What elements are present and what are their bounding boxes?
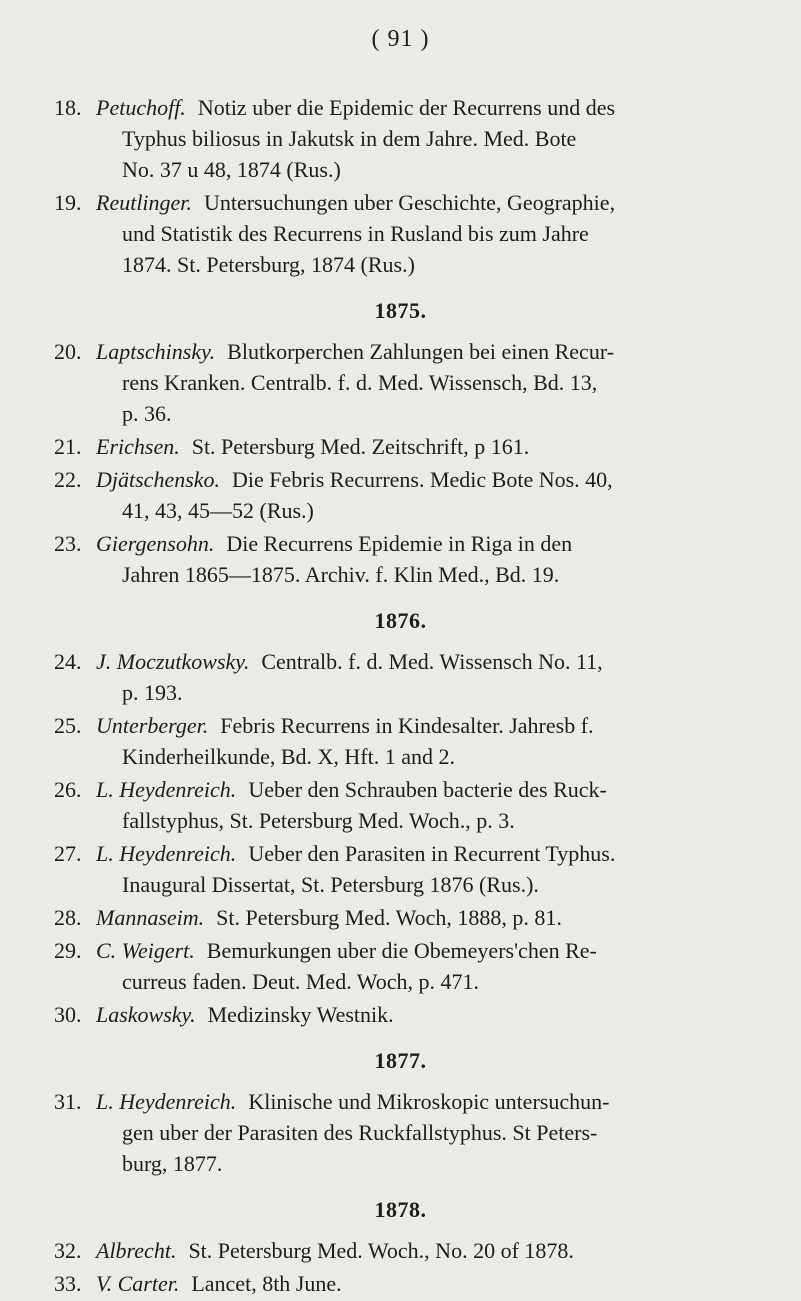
entry-number: 29.	[54, 938, 82, 963]
entry-line	[96, 999, 724, 1030]
entry-body	[96, 336, 724, 429]
entry-author: L. Heydenreich.	[96, 1089, 237, 1114]
entry-body	[96, 187, 724, 280]
entry-text: Lancet, 8th June.	[191, 1271, 342, 1296]
entry-body	[96, 902, 724, 933]
entry-author: Albrecht.	[96, 1238, 177, 1263]
entry-line	[96, 646, 724, 677]
entry-number: 20.	[54, 339, 82, 364]
entry-text: Blutkorperchen Zahlungen bei einen Recur-	[227, 339, 615, 364]
entry-text: St. Petersburg Med. Zeitschrift, p 161.	[191, 434, 530, 459]
entry-text: Febris Recurrens in Kindesalter. Jahresb f.	[220, 713, 594, 738]
entry-line	[96, 774, 724, 805]
entry-body	[96, 838, 724, 900]
entry-text: Bemurkungen uber die Obemeyers'chen Re-	[206, 938, 597, 963]
entry-line: No. 37 u 48, 1874 (Rus.)	[122, 157, 341, 182]
entry-body	[96, 92, 724, 185]
bibliography-list	[0, 92, 801, 1301]
entry-number: 23.	[54, 531, 82, 556]
entry-text: Klinische und Mikroskopic untersuchun-	[248, 1089, 610, 1114]
entry-author: C. Weigert.	[96, 938, 195, 963]
entry-line: 41, 43, 45—52 (Rus.)	[122, 498, 314, 523]
entry-body	[96, 1235, 724, 1266]
bibliography-entry	[0, 1235, 801, 1266]
year-heading: 1875.	[374, 298, 427, 323]
entry-line	[96, 1268, 724, 1299]
entry-line: fallstyphus, St. Petersburg Med. Woch., p. 3.	[122, 808, 515, 833]
entry-body	[96, 464, 724, 526]
entry-author: Laskowsky.	[96, 1002, 196, 1027]
bibliography-entry	[0, 431, 801, 462]
entry-author: Petuchoff.	[96, 95, 186, 120]
entry-line: gen uber der Parasiten des Ruckfallstyphus. St Peters-	[122, 1120, 598, 1145]
bibliography-entry	[0, 336, 801, 429]
entry-body	[96, 710, 724, 772]
entry-line: und Statistik des Recurrens in Rusland bis zum Jahre	[122, 221, 589, 246]
entry-number: 30.	[54, 1002, 82, 1027]
entry-number: 25.	[54, 713, 82, 738]
bibliography-entry	[0, 935, 801, 997]
entry-body	[96, 999, 724, 1030]
entry-author: L. Heydenreich.	[96, 841, 237, 866]
entry-line: p. 36.	[122, 401, 172, 426]
entry-line	[96, 1086, 724, 1117]
entry-line	[96, 902, 724, 933]
entry-body	[96, 1086, 724, 1179]
entry-body	[96, 528, 724, 590]
entry-author: Djätschensko.	[96, 467, 221, 492]
bibliography-entry	[0, 187, 801, 280]
entry-body	[96, 1268, 724, 1299]
entry-line	[96, 710, 724, 741]
entry-line	[96, 838, 724, 869]
entry-number: 33.	[54, 1271, 82, 1296]
entry-line: curreus faden. Deut. Med. Woch, p. 471.	[122, 969, 480, 994]
entry-number: 18.	[54, 95, 82, 120]
entry-text: Untersuchungen uber Geschichte, Geographie,	[203, 190, 616, 215]
bibliography-entry	[0, 1086, 801, 1179]
entry-line: Inaugural Dissertat, St. Petersburg 1876 (Rus.).	[122, 872, 539, 897]
entry-author: Laptschinsky.	[96, 339, 216, 364]
entry-author: Erichsen.	[96, 434, 180, 459]
page-number: ( 91 )	[371, 26, 430, 52]
entry-text: St. Petersburg Med. Woch., No. 20 of 1878.	[188, 1238, 574, 1263]
entry-line: burg, 1877.	[122, 1151, 223, 1176]
bibliography-entry	[0, 528, 801, 590]
entry-line	[96, 336, 724, 367]
bibliography-entry	[0, 902, 801, 933]
bibliography-entry	[0, 838, 801, 900]
entry-number: 24.	[54, 649, 82, 674]
entry-line: p. 193.	[122, 680, 183, 705]
entry-number: 32.	[54, 1238, 82, 1263]
year-heading: 1878.	[374, 1197, 427, 1222]
entry-line: Typhus biliosus in Jakutsk in dem Jahre. Med. Bote	[122, 126, 577, 151]
bibliography-entry	[0, 646, 801, 708]
entry-text: St. Petersburg Med. Woch, 1888, p. 81.	[216, 905, 562, 930]
entry-line: rens Kranken. Centralb. f. d. Med. Wissensch, Bd. 13,	[122, 370, 598, 395]
entry-number: 19.	[54, 190, 82, 215]
entry-line	[96, 431, 724, 462]
entry-line: Jahren 1865—1875. Archiv. f. Klin Med., Bd. 19.	[122, 562, 560, 587]
bibliography-entry	[0, 710, 801, 772]
entry-line	[96, 464, 724, 495]
entry-body	[96, 935, 724, 997]
entry-author: Mannaseim.	[96, 905, 205, 930]
entry-line	[96, 92, 724, 123]
bibliography-entry	[0, 774, 801, 836]
entry-text: Ueber den Schrauben bacterie des Ruck-	[248, 777, 607, 802]
entry-text: Medizinsky Westnik.	[207, 1002, 394, 1027]
entry-author: V. Carter.	[96, 1271, 180, 1296]
entry-text: Die Febris Recurrens. Medic Bote Nos. 40,	[232, 467, 613, 492]
entry-number: 27.	[54, 841, 82, 866]
entry-body	[96, 646, 724, 708]
entry-author: J. Moczutkowsky.	[96, 649, 250, 674]
entry-line	[96, 187, 724, 218]
entry-author: Giergensohn.	[96, 531, 215, 556]
entry-number: 26.	[54, 777, 82, 802]
entry-number: 28.	[54, 905, 82, 930]
year-heading: 1876.	[374, 608, 427, 633]
entry-body	[96, 774, 724, 836]
bibliography-entry	[0, 1268, 801, 1299]
entry-line	[96, 1235, 724, 1266]
entry-line: Kinderheilkunde, Bd. X, Hft. 1 and 2.	[122, 744, 455, 769]
year-heading: 1877.	[374, 1048, 427, 1073]
entry-text: Centralb. f. d. Med. Wissensch No. 11,	[261, 649, 603, 674]
entry-number: 21.	[54, 434, 82, 459]
entry-author: Reutlinger.	[96, 190, 192, 215]
entry-number: 22.	[54, 467, 82, 492]
bibliography-entry	[0, 464, 801, 526]
entry-line	[96, 528, 724, 559]
entry-line	[96, 935, 724, 966]
entry-number: 31.	[54, 1089, 82, 1114]
bibliography-entry	[0, 999, 801, 1030]
entry-body	[96, 431, 724, 462]
bibliography-entry	[0, 92, 801, 185]
entry-text: Ueber den Parasiten in Recurrent Typhus.	[248, 841, 616, 866]
entry-text: Die Recurrens Epidemie in Riga in den	[226, 531, 573, 556]
entry-author: Unterberger.	[96, 713, 209, 738]
entry-author: L. Heydenreich.	[96, 777, 237, 802]
entry-line: 1874. St. Petersburg, 1874 (Rus.)	[122, 252, 415, 277]
entry-text: Notiz uber die Epidemic der Recurrens und des	[197, 95, 616, 120]
